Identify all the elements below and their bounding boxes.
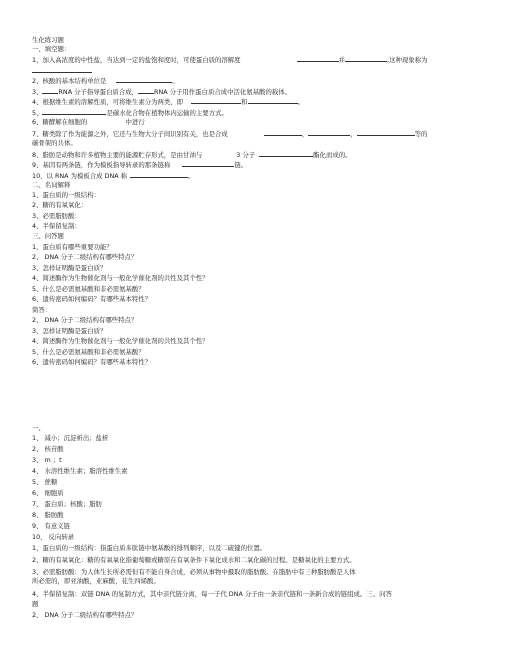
answer-blank <box>138 87 154 94</box>
answer-blank <box>259 150 313 157</box>
short-5: 5、什么是必需氨基酸和非必需氨基酸？ <box>32 348 145 356</box>
answer-7: 7、 蛋白质；核酸；脂肪 <box>32 500 103 508</box>
qa-6: 6、遗传密码如何编码？有哪些基本特性？ <box>32 295 152 303</box>
explain-5: 2、 DNA 分子二级结构有哪些特点？ <box>32 611 138 619</box>
answer-blank <box>357 129 415 136</box>
question-8-text: 8、脂肪是动物和许多植物主要的能源贮存形式，是由甘油与 <box>32 151 203 159</box>
question-7-tail: 等的 <box>414 130 428 138</box>
explain-4: 4、半保留复制：双链 DNA 的复制方式，其中亲代链分离，每一子代 DNA 分子由一条亲代链和一条新合成的链组成。三、问答 <box>32 590 392 598</box>
question-3 <box>32 87 291 96</box>
answer-blank <box>345 55 387 62</box>
answer-blank <box>297 55 339 62</box>
qa-4: 4、简述酶作为生物催化剂与一般化学催化剂的共性及其个性？ <box>32 274 209 282</box>
qa-5: 5、什么是必需氨基酸和非必需氨基酸？ <box>32 285 145 293</box>
answer-blank <box>264 129 302 136</box>
term-1: 1、蛋白质的一级结构： <box>32 191 100 199</box>
question-7-cont: 碳骨架的共体。 <box>32 139 77 147</box>
short-4: 4、简述酶作为生物催化剂与一般化学催化剂的共性及其个性？ <box>32 337 209 345</box>
question-10: 10、以 RNA 为模板合成 DNA 称 。 <box>32 172 195 180</box>
question-2-text: 2、核酸的基本结构单位是 <box>32 77 107 85</box>
answer-blank <box>248 97 298 104</box>
answer-blank <box>191 97 241 104</box>
short-2: 2、 DNA 分子二级结构有哪些特点？ <box>32 316 138 324</box>
question-2: 2、核酸的基本结构单位是 。 <box>32 77 179 85</box>
explain-4-cont: 题 <box>32 600 39 608</box>
answer-1: 1、 减小；沉淀析出；盐析 <box>32 434 109 442</box>
question-6: 6、糖酵解在细胞的 中进行 <box>32 118 145 126</box>
answer-3: 3、 m ；t <box>32 456 62 464</box>
answer-blank <box>182 160 234 167</box>
answer-6: 6、 细胞质 <box>32 489 64 497</box>
answer-8: 8、 脂肪酸 <box>32 511 64 519</box>
explain-3-cont: 所必需的，即亚油酸，亚麻酸，花生四烯酸。 <box>32 577 160 585</box>
section-qa: 三、问答题 <box>32 232 64 240</box>
answers-section-1: 一、 <box>32 424 45 432</box>
question-8-tail: 酯化而成的。 <box>313 151 352 159</box>
question-5: 5、 是碳水化合物在植物体内运输的主要方式。 <box>32 109 228 117</box>
explain-1: 1、蛋白质的一级结构：指蛋白质多肽链中氨基酸的排列顺序，以及二硫键的位置。 <box>32 544 267 552</box>
question-1-and: 并 <box>338 56 346 64</box>
question-1-text: 1、加入高浓度的中性盐，当达到一定的盐饱和度时，可使蛋白质的溶解度 <box>32 56 241 64</box>
explain-3: 3、必需脂肪酸：为人体生长所必需但有不能自身合成，必须从事物中摄取的脂肪酸。在脂肪中有三种脂肪酸是人体 <box>32 568 356 576</box>
answer-blank <box>32 66 92 73</box>
qa-2: 2、 DNA 分子二级结构有哪些特点？ <box>32 253 138 261</box>
question-9 <box>32 160 247 169</box>
question-10-text: 10、以 RNA 为模板合成 DNA 称 <box>32 172 128 180</box>
answer-blank <box>130 171 188 178</box>
answer-blank <box>116 76 172 83</box>
section-terms: 二、名词解释 <box>32 181 71 189</box>
question-4-text: 4、根据维生素的溶解性质，可将维生素分为两类，即 <box>32 98 184 106</box>
explain-2: 2、糖的有氧氧化：糖的有氧氧化指葡萄糖或糖原在有氧条件下氧化成水和二氧化碳的过程。是糖氧化的主要方式。 <box>32 556 356 564</box>
term-4: 4、半保留复制： <box>32 222 81 230</box>
qa-1: 1、蛋白质有哪些重要功能？ <box>32 243 113 251</box>
question-3-tail: RNA 分子用作蛋白质合成中活化氨基酸的载体。 <box>154 88 292 96</box>
section-short-answer: 简答： <box>32 306 52 314</box>
answer-5: 5、 蔗糖 <box>32 478 58 486</box>
answer-blank <box>42 87 58 94</box>
question-4-and: 和 <box>241 98 248 106</box>
question-5-text: 是碳水化合物在植物体内运输的主要方式。 <box>106 109 228 117</box>
answer-2: 2、 核苷酸 <box>32 445 64 453</box>
question-3-num: 3、 <box>32 88 43 96</box>
question-3-text: RNA 分子指导蛋白质合成， <box>58 88 138 96</box>
question-1-tail: ,这种现象称为 <box>387 56 428 64</box>
question-7-text: 7、糖类除了作为能源之外，它还与生物大分子间识别有关，也是合成 <box>32 130 228 138</box>
question-8 <box>32 150 352 159</box>
question-1-cont <box>32 66 92 75</box>
answer-10: 10、 反向转录 <box>32 533 75 541</box>
term-2: 2、糖的有氧氧化： <box>32 201 88 209</box>
qa-3: 3、怎样证明酶是蛋白质？ <box>32 264 107 272</box>
question-7: 7、糖类除了作为能源之外，它还与生物大分子间识别有关，也是合成 ， ， 等的 <box>32 130 428 138</box>
question-4: 4、根据维生素的溶解性质，可将维生素分为两类，即 和 。 <box>32 98 304 106</box>
question-9-text: 9、基因有两条链，作为模板指导转录的那条链称 <box>32 161 171 169</box>
short-6: 6、遗传密码如何编码？有哪些基本特性？ <box>32 358 152 366</box>
section-fill-blank: 一、填空题： <box>32 45 71 53</box>
question-9-tail: 链。 <box>234 161 248 169</box>
answer-blank <box>308 129 350 136</box>
term-3: 3、必需脂肪酸： <box>32 212 81 220</box>
answer-blank <box>42 108 106 115</box>
question-1 <box>32 55 427 64</box>
answer-4: 4、 水溶性维生素；脂溶性维生素 <box>32 467 128 475</box>
answer-9: 9、 有意义链 <box>32 522 71 530</box>
short-3: 3、怎样证明酶是蛋白质？ <box>32 327 107 335</box>
question-8-mid: 3 分子 <box>236 151 256 159</box>
doc-title: 生化练习题 <box>32 36 64 44</box>
